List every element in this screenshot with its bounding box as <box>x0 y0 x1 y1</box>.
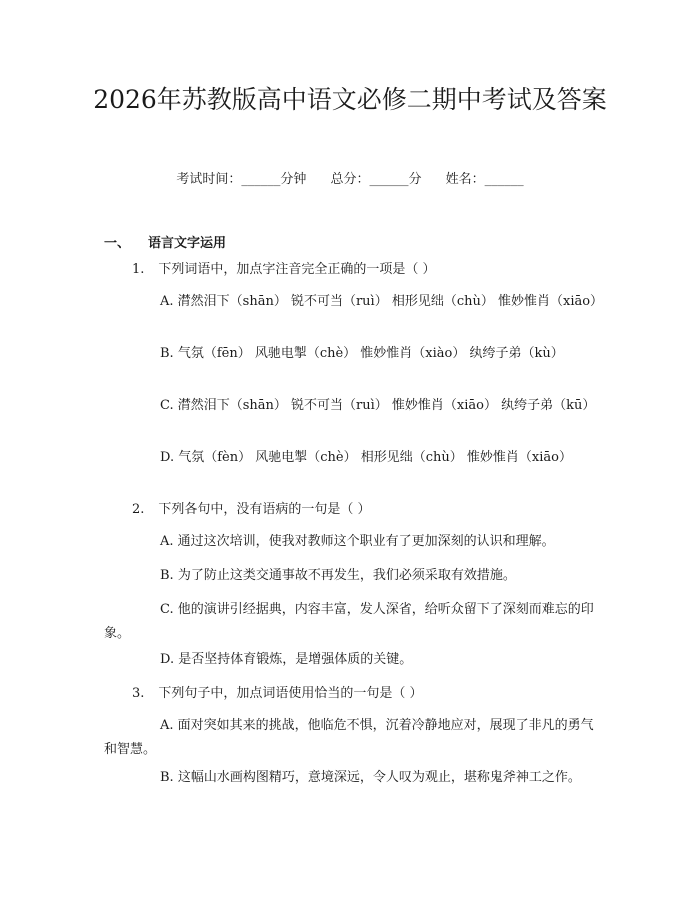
question-2-option-d: D. 是否坚持体育锻炼，是增强体质的关键。 <box>160 652 413 667</box>
total-score-field: 总分：______分 <box>330 172 422 187</box>
question-stem: 下列句子中，加点词语使用恰当的一句是（ ） <box>158 686 423 701</box>
question-1-option-a: A. 潸然泪下（shān） 锐不可当（ruì） 相形见绌（chù） 惟妙惟肖（xiāo） <box>160 294 604 309</box>
question-2 <box>104 498 604 522</box>
question-number: 2. <box>132 502 145 517</box>
question-1-option-c: C. 潸然泪下（shān） 锐不可当（ruì） 惟妙惟肖（xiāo） 纨绔子弟（kū） <box>160 398 596 413</box>
question-number: 3. <box>132 686 145 701</box>
question-1-option-b: B. 气氛（fēn） 风驰电掣（chè） 惟妙惟肖（xiào） 纨绔子弟（kù） <box>160 346 564 361</box>
question-3 <box>104 682 604 706</box>
question-stem: 下列各句中，没有语病的一句是（ ） <box>158 502 371 517</box>
question-1 <box>104 258 604 282</box>
question-1-option-d: D. 气氛（fèn） 风驰电掣（chè） 相形见绌（chù） 惟妙惟肖（xiāo） <box>160 450 572 465</box>
question-2-option-b: B. 为了防止这类交通事故不再发生，我们必须采取有效措施。 <box>160 568 516 583</box>
student-name-field: 姓名：______ <box>445 172 524 187</box>
section-number: 一、 <box>104 236 131 251</box>
exam-info-line <box>0 168 700 187</box>
exam-time-field: 考试时间：______分钟 <box>176 172 307 187</box>
section-label: 语言文字运用 <box>148 236 227 251</box>
question-3-option-b: B. 这幅山水画构图精巧，意境深远，令人叹为观止，堪称鬼斧神工之作。 <box>160 770 581 785</box>
page-title: 2026年苏教版高中语文必修二期中考试及答案 <box>93 85 607 114</box>
question-stem: 下列词语中，加点字注音完全正确的一项是（ ） <box>158 262 436 277</box>
question-2-option-c: C. 他的演讲引经据典，内容丰富，发人深省，给听众留下了深刻而难忘的印象。 <box>104 602 594 641</box>
question-number: 1. <box>132 262 145 277</box>
question-2-option-a: A. 通过这次培训，使我对教师这个职业有了更加深刻的认识和理解。 <box>160 534 555 549</box>
question-3-option-a: A. 面对突如其来的挑战，他临危不惧，沉着冷静地应对，展现了非凡的勇气和智慧。 <box>104 718 594 757</box>
section-heading <box>104 232 226 251</box>
